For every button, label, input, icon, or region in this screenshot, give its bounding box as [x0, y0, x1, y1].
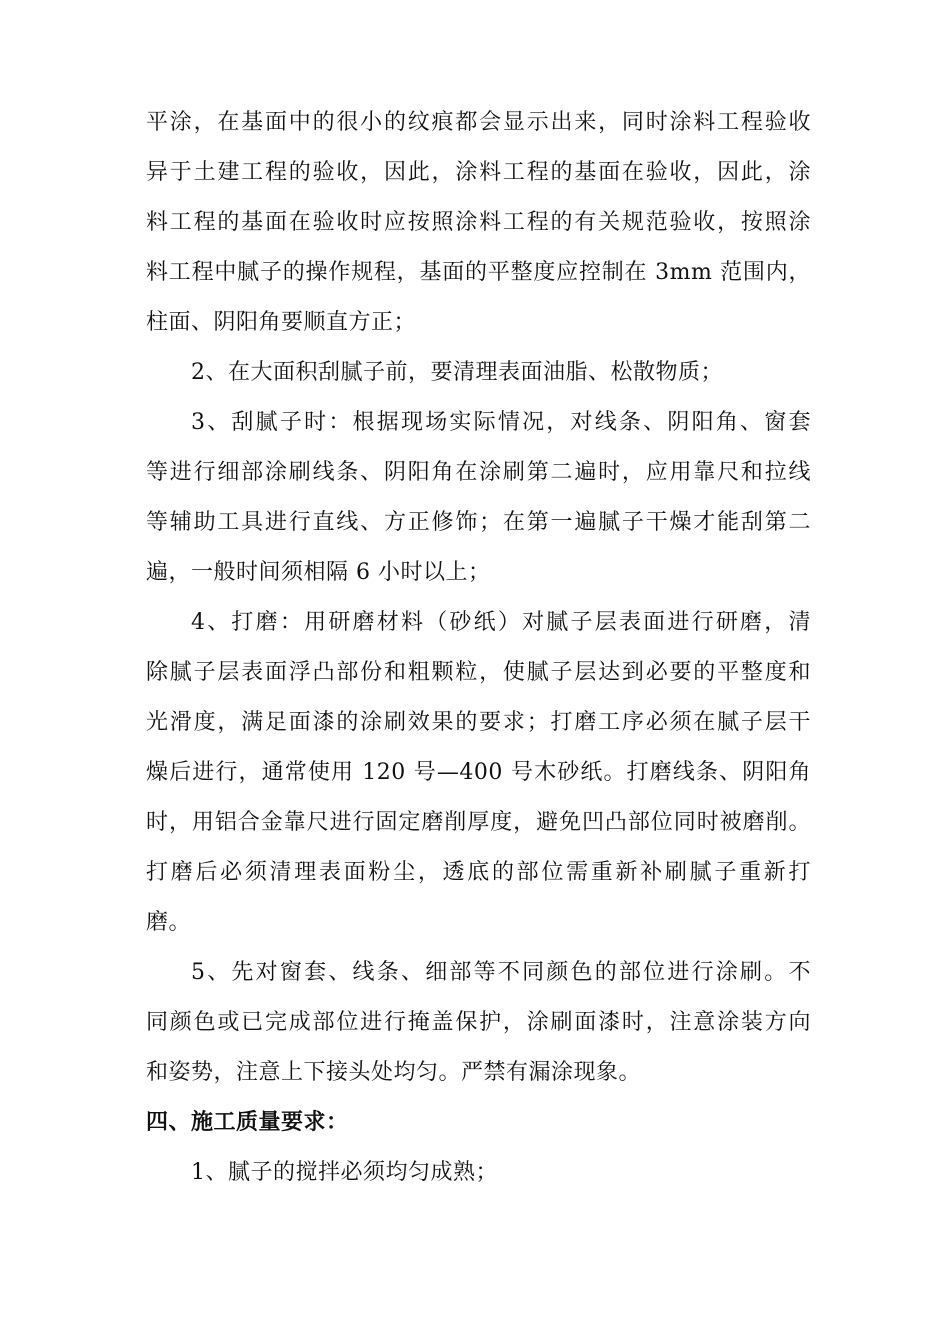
paragraph-line: 等进行细部涂刷线条、阴阳角在涂刷第二遍时，应用靠尺和拉线 [146, 460, 811, 485]
paragraph-line: 和姿势，注意上下接头处均匀。严禁有漏涂现象。 [146, 1060, 642, 1085]
paragraph-line: 料工程的基面在验收时应按照涂料工程的有关规范验收，按照涂 [146, 210, 811, 235]
list-item-2: 2、在大面积刮腻子前，要清理表面油脂、松散物质； [191, 360, 723, 385]
paragraph-line: 同颜色或已完成部位进行掩盖保护，涂刷面漆时，注意涂装方向 [146, 1010, 811, 1035]
list-item-1: 1、腻子的搅拌必须均匀成熟； [191, 1160, 498, 1185]
list-item-5: 5、先对窗套、线条、细部等不同颜色的部位进行涂刷。不 [191, 960, 811, 985]
paragraph-line: 除腻子层表面浮凸部份和粗颗粒，使腻子层达到必要的平整度和 [146, 660, 811, 685]
paragraph-line: 磨。 [146, 910, 192, 935]
paragraph-line: 打磨后必须清理表面粉尘，透底的部位需重新补刷腻子重新打 [146, 860, 811, 885]
list-item-3: 3、刮腻子时：根据现场实际情况，对线条、阴阳角、窗套 [191, 410, 811, 435]
paragraph-line: 平涂，在基面中的很小的纹痕都会显示出来，同时涂料工程验收 [146, 110, 811, 135]
paragraph-line: 等辅助工具进行直线、方正修饰；在第一遍腻子干燥才能刮第二 [146, 510, 811, 535]
paragraph-line: 异于土建工程的验收，因此，涂料工程的基面在验收，因此，涂 [146, 160, 811, 185]
paragraph-line: 燥后进行，通常使用 120 号—400 号木砂纸。打磨线条、阴阳角 [146, 760, 811, 785]
section-heading: 四、施工质量要求： [146, 1110, 349, 1135]
paragraph-line: 料工程中腻子的操作规程，基面的平整度应控制在 3mm 范围内， [146, 260, 811, 285]
document-page [146, 98, 811, 1198]
paragraph-line: 柱面、阴阳角要顺直方正； [146, 310, 417, 335]
list-item-4: 4、打磨：用研磨材料（砂纸）对腻子层表面进行研磨，清 [191, 610, 811, 635]
paragraph-line: 时，用铝合金靠尺进行固定磨削厚度，避免凹凸部位同时被磨削。 [146, 810, 811, 835]
paragraph-line: 遍，一般时间须相隔 6 小时以上； [146, 560, 491, 585]
paragraph-line: 光滑度，满足面漆的涂刷效果的要求；打磨工序必须在腻子层干 [146, 710, 811, 735]
